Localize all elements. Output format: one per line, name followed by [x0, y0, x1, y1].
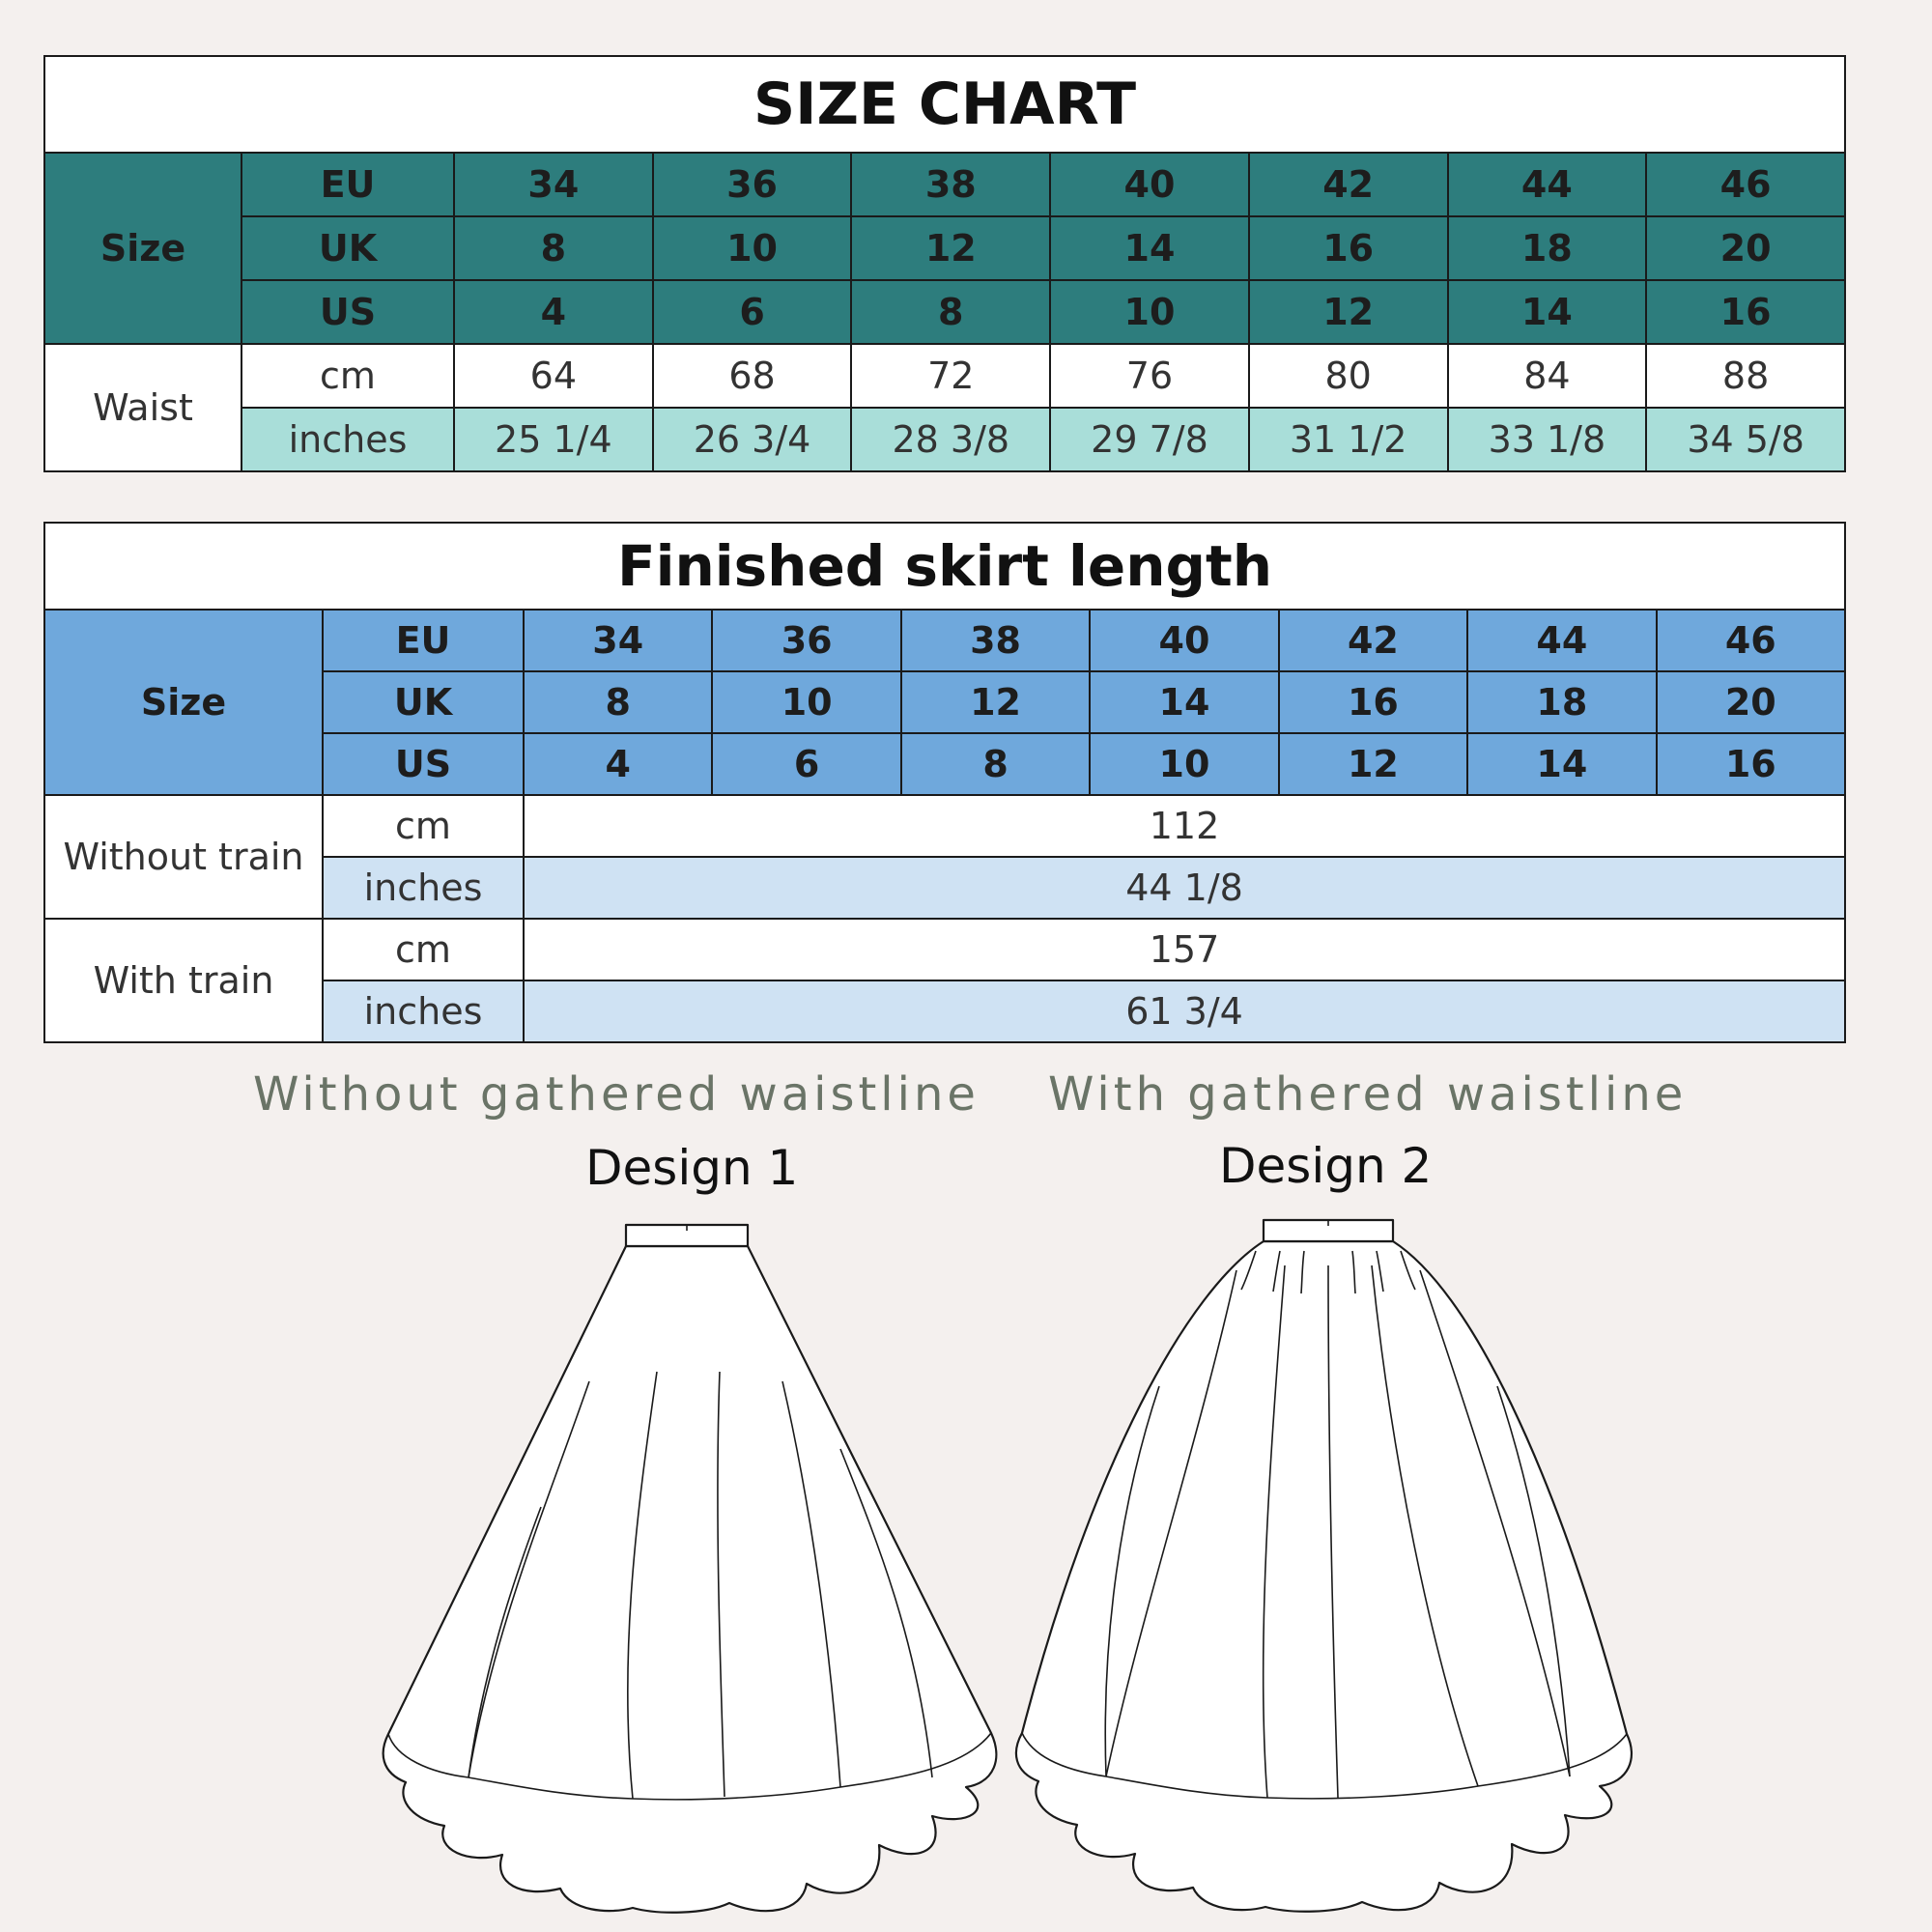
- without-train-inches-value: 44 1/8: [524, 857, 1845, 919]
- with-train-label: With train: [44, 919, 323, 1042]
- waist-inches-cell: 29 7/8: [1050, 408, 1249, 471]
- system-label-uk: UK: [242, 216, 454, 280]
- inches-unit-label: inches: [323, 980, 524, 1042]
- design-2-title: Design 2: [1219, 1138, 1433, 1194]
- waist-inches-cell: 28 3/8: [851, 408, 1050, 471]
- uk-size-cell: 12: [851, 216, 1050, 280]
- eu-row: [44, 610, 1845, 671]
- eu-size-cell: 42: [1279, 610, 1467, 671]
- waist-cm-cell: 80: [1249, 344, 1448, 408]
- waist-cm-cell: 76: [1050, 344, 1249, 408]
- eu-size-cell: 34: [524, 610, 712, 671]
- us-size-cell: 8: [851, 280, 1050, 344]
- uk-size-cell: 18: [1448, 216, 1647, 280]
- design-1-skirt-illustration: [377, 1217, 1005, 1922]
- skirt-body: [384, 1246, 997, 1913]
- waist-inches-cell: 26 3/4: [653, 408, 852, 471]
- with-train-cm-value: 157: [524, 919, 1845, 980]
- system-label-uk: UK: [323, 671, 524, 733]
- waist-inches-cell: 34 5/8: [1646, 408, 1845, 471]
- us-size-cell: 6: [712, 733, 900, 795]
- uk-size-cell: 14: [1050, 216, 1249, 280]
- inches-unit-label: inches: [242, 408, 454, 471]
- eu-row: [44, 153, 1845, 216]
- system-label-eu: EU: [323, 610, 524, 671]
- uk-size-cell: 8: [454, 216, 653, 280]
- uk-size-cell: 12: [901, 671, 1090, 733]
- uk-size-cell: 18: [1467, 671, 1656, 733]
- uk-size-cell: 16: [1279, 671, 1467, 733]
- size-chart-table: [43, 55, 1846, 472]
- skirt-length-title: Finished skirt length: [44, 523, 1845, 610]
- cm-unit-label: cm: [242, 344, 454, 408]
- us-size-cell: 6: [653, 280, 852, 344]
- us-size-cell: 12: [1279, 733, 1467, 795]
- uk-size-cell: 8: [524, 671, 712, 733]
- waist-inches-cell: 25 1/4: [454, 408, 653, 471]
- waist-cm-cell: 84: [1448, 344, 1647, 408]
- waist-inches-row: [44, 408, 1845, 471]
- eu-size-cell: 36: [653, 153, 852, 216]
- eu-size-cell: 34: [454, 153, 653, 216]
- us-size-cell: 16: [1646, 280, 1845, 344]
- us-size-cell: 14: [1448, 280, 1647, 344]
- system-label-eu: EU: [242, 153, 454, 216]
- uk-size-cell: 14: [1090, 671, 1278, 733]
- uk-size-cell: 20: [1646, 216, 1845, 280]
- waist-inches-cell: 31 1/2: [1249, 408, 1448, 471]
- inches-unit-label: inches: [323, 857, 524, 919]
- waist-cm-row: [44, 344, 1845, 408]
- design-1-caption: Without gathered waistline: [253, 1067, 980, 1122]
- design-2-skirt-illustration: [1014, 1212, 1642, 1918]
- uk-size-cell: 10: [712, 671, 900, 733]
- size-label: Size: [44, 153, 242, 344]
- uk-row: [44, 216, 1845, 280]
- with-train-inches-value: 61 3/4: [524, 980, 1845, 1042]
- eu-size-cell: 40: [1090, 610, 1278, 671]
- system-label-us: US: [323, 733, 524, 795]
- uk-size-cell: 16: [1249, 216, 1448, 280]
- us-size-cell: 14: [1467, 733, 1656, 795]
- us-size-cell: 10: [1050, 280, 1249, 344]
- us-size-cell: 4: [454, 280, 653, 344]
- skirt-length-table: [43, 522, 1846, 1043]
- skirt-body: [1016, 1241, 1632, 1912]
- design-2-caption: With gathered waistline: [1048, 1067, 1688, 1122]
- size-chart-title: SIZE CHART: [44, 56, 1845, 153]
- eu-size-cell: 36: [712, 610, 900, 671]
- with-train-cm-row: [44, 919, 1845, 980]
- eu-size-cell: 44: [1467, 610, 1656, 671]
- cm-unit-label: cm: [323, 919, 524, 980]
- us-size-cell: 8: [901, 733, 1090, 795]
- design-1-title: Design 1: [585, 1140, 799, 1196]
- uk-size-cell: 10: [653, 216, 852, 280]
- without-train-cm-row: [44, 795, 1845, 857]
- system-label-us: US: [242, 280, 454, 344]
- eu-size-cell: 38: [901, 610, 1090, 671]
- eu-size-cell: 42: [1249, 153, 1448, 216]
- us-size-cell: 4: [524, 733, 712, 795]
- eu-size-cell: 38: [851, 153, 1050, 216]
- waist-inches-cell: 33 1/8: [1448, 408, 1647, 471]
- cm-unit-label: cm: [323, 795, 524, 857]
- us-size-cell: 16: [1657, 733, 1845, 795]
- eu-size-cell: 46: [1646, 153, 1845, 216]
- waist-cm-cell: 64: [454, 344, 653, 408]
- eu-size-cell: 44: [1448, 153, 1647, 216]
- without-train-cm-value: 112: [524, 795, 1845, 857]
- waist-cm-cell: 72: [851, 344, 1050, 408]
- us-size-cell: 12: [1249, 280, 1448, 344]
- eu-size-cell: 40: [1050, 153, 1249, 216]
- waist-cm-cell: 88: [1646, 344, 1845, 408]
- waist-cm-cell: 68: [653, 344, 852, 408]
- us-row: [44, 280, 1845, 344]
- eu-size-cell: 46: [1657, 610, 1845, 671]
- waist-label: Waist: [44, 344, 242, 471]
- without-train-label: Without train: [44, 795, 323, 919]
- uk-size-cell: 20: [1657, 671, 1845, 733]
- size-label: Size: [44, 610, 323, 795]
- us-size-cell: 10: [1090, 733, 1278, 795]
